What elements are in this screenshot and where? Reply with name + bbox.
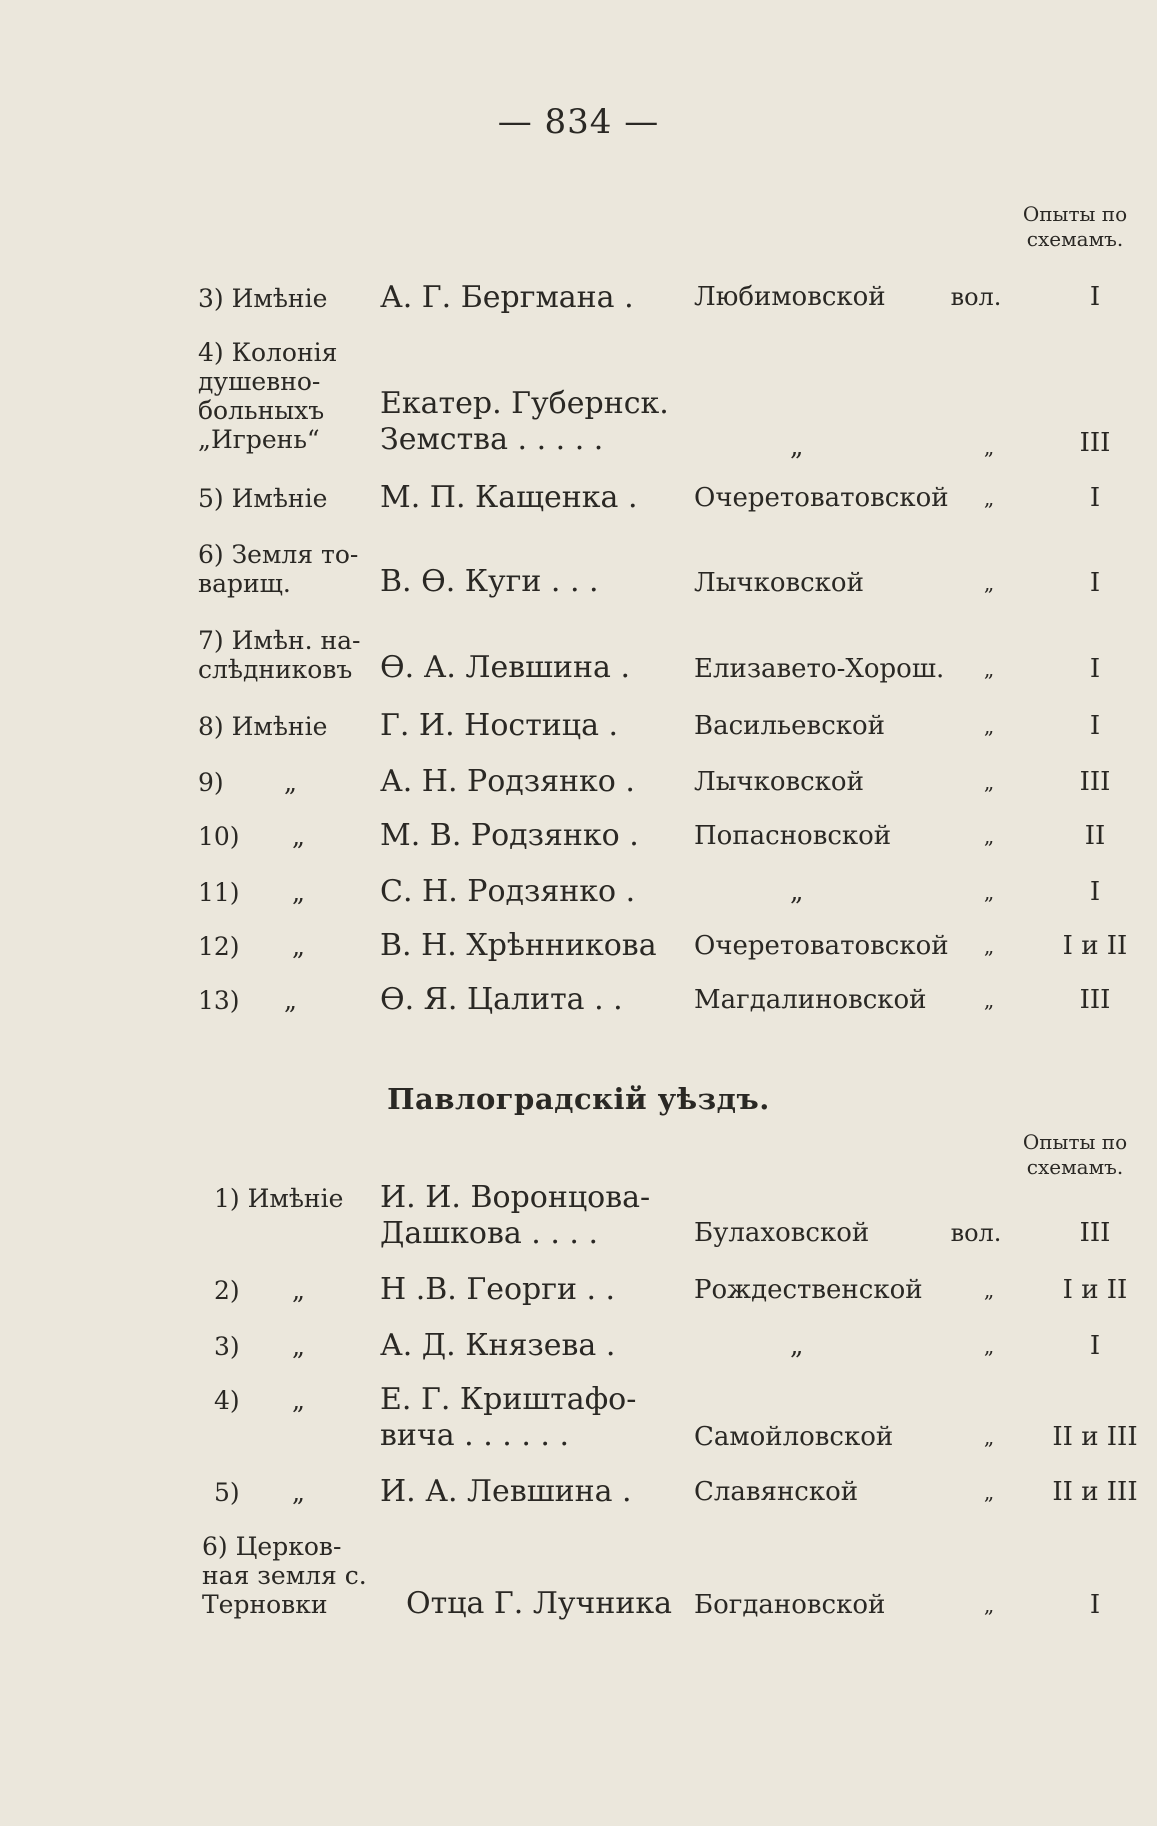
owner-name: Ѳ. А. Левшина . [380, 650, 630, 685]
ditto-mark: „ [284, 768, 297, 797]
volost-name: Елизавето-Хорош. [694, 654, 945, 684]
scheme-value: I и II [1062, 931, 1128, 961]
ditto-mark: „ [292, 1332, 305, 1361]
volost-suffix: „ [983, 486, 995, 510]
volost-name: „ [790, 432, 804, 462]
estate-name: 8) Имѣніе [198, 712, 328, 741]
volost-name: Лычковской [694, 767, 864, 797]
volost-suffix: вол. [950, 1219, 1002, 1247]
volost-name: Очеретоватовской [694, 931, 949, 961]
estate-name: 1) Имѣніе [214, 1184, 344, 1213]
scheme-value: II и III [1052, 1422, 1138, 1452]
scheme-value: I [1089, 568, 1101, 598]
scheme-value: I [1089, 282, 1101, 312]
ditto-mark: „ [292, 878, 305, 907]
volost-name: Магдалиновской [694, 985, 927, 1015]
volost-suffix: „ [983, 1593, 995, 1617]
volost-suffix: „ [983, 1480, 995, 1504]
ditto-mark: „ [284, 986, 297, 1015]
owner-name: В. Н. Хрѣнникова [380, 928, 657, 963]
scheme-value: II [1084, 821, 1106, 851]
volost-name: Самойловской [694, 1422, 894, 1452]
volost-name: Славянской [694, 1477, 859, 1507]
header-line: схемамъ. [1026, 227, 1124, 251]
estate-name: 7) Имѣн. на- слѣдниковъ [198, 626, 361, 684]
volost-name: Булаховской [694, 1218, 870, 1248]
page-number: — 834 — [497, 102, 660, 142]
scheme-value: II и III [1052, 1477, 1138, 1507]
schemes-column-header [1005, 202, 1145, 252]
volost-name: „ [790, 1331, 804, 1361]
volost-suffix: „ [983, 988, 995, 1012]
owner-name: А. Н. Родзянко . [380, 764, 635, 799]
volost-suffix: вол. [950, 283, 1002, 311]
row-number: 5) [214, 1478, 240, 1507]
volost-suffix: „ [983, 1334, 995, 1358]
scheme-value: I [1089, 483, 1101, 513]
schemes-column-header [1005, 1130, 1145, 1180]
row-number: 13) [198, 986, 240, 1015]
row-number: 10) [198, 822, 240, 851]
volost-suffix: „ [983, 770, 995, 794]
estate-name: 4) Колонія душевно- больныхъ „Игрень“ [198, 338, 338, 454]
scheme-value: III [1079, 428, 1111, 458]
volost-suffix: „ [983, 1278, 995, 1302]
row-number: 2) [214, 1276, 240, 1305]
volost-name: Богдановской [694, 1590, 886, 1620]
row-number: 11) [198, 878, 240, 907]
scheme-value: I [1089, 654, 1101, 684]
volost-suffix: „ [983, 571, 995, 595]
volost-suffix: „ [983, 934, 995, 958]
scheme-value: III [1079, 985, 1111, 1015]
owner-name: Отца Г. Лучника [406, 1586, 672, 1621]
volost-name: Любимовской [694, 282, 886, 312]
volost-name: Очеретоватовской [694, 483, 949, 513]
owner-name: И. И. Воронцова- Дашкова . . . . [380, 1180, 651, 1251]
volost-suffix: „ [983, 714, 995, 738]
owner-name: С. Н. Родзянко . [380, 874, 636, 909]
estate-name: 6) Церков- ная земля с. Терновки [202, 1532, 367, 1619]
scheme-value: I [1089, 877, 1101, 907]
owner-name: Г. И. Ностица . [380, 708, 619, 743]
estate-name: 5) Имѣніе [198, 484, 328, 513]
volost-name: Лычковской [694, 568, 864, 598]
volost-name: Васильевской [694, 711, 885, 741]
volost-name: „ [790, 877, 804, 907]
owner-name: И. А. Левшина . [380, 1474, 632, 1509]
scheme-value: III [1079, 1218, 1111, 1248]
owner-name: Ѳ. Я. Цалита . . [380, 982, 623, 1017]
owner-name: М. В. Родзянко . [380, 818, 639, 853]
owner-name: В. Ѳ. Куги . . . [380, 564, 599, 599]
volost-suffix: „ [983, 657, 995, 681]
estate-name: 6) Земля то- варищ. [198, 540, 359, 598]
owner-name: М. П. Кащенка . [380, 480, 638, 515]
row-number: 4) [214, 1386, 240, 1415]
row-number: 9) [198, 768, 224, 797]
header-line: Опыты по [1022, 202, 1128, 226]
scheme-value: I [1089, 711, 1101, 741]
section-title: Павлоградскій уѣздъ. [387, 1082, 770, 1116]
scheme-value: III [1079, 767, 1111, 797]
row-number: 3) [214, 1332, 240, 1361]
row-number: 12) [198, 932, 240, 961]
owner-name: А. Г. Бергмана . [380, 280, 634, 315]
owner-name: Н .В. Георги . . [380, 1272, 616, 1307]
volost-suffix: „ [983, 880, 995, 904]
scheme-value: I [1089, 1590, 1101, 1620]
volost-suffix: „ [983, 1425, 995, 1449]
header-line: схемамъ. [1026, 1155, 1124, 1179]
scheme-value: I и II [1062, 1275, 1128, 1305]
ditto-mark: „ [292, 1478, 305, 1507]
ditto-mark: „ [292, 822, 305, 851]
owner-name: Е. Г. Криштафо- вича . . . . . . [380, 1382, 637, 1453]
header-line: Опыты по [1022, 1130, 1128, 1154]
owner-name: Екатер. Губернск. Земства . . . . . [380, 386, 669, 457]
owner-name: А. Д. Князева . [380, 1328, 616, 1363]
volost-suffix: „ [983, 435, 995, 459]
ditto-mark: „ [292, 932, 305, 961]
scheme-value: I [1089, 1331, 1101, 1361]
volost-name: Рождественской [694, 1275, 923, 1305]
estate-name: 3) Имѣніе [198, 284, 328, 313]
ditto-mark: „ [292, 1386, 305, 1415]
volost-suffix: „ [983, 824, 995, 848]
ditto-mark: „ [292, 1276, 305, 1305]
volost-name: Попасновской [694, 821, 892, 851]
